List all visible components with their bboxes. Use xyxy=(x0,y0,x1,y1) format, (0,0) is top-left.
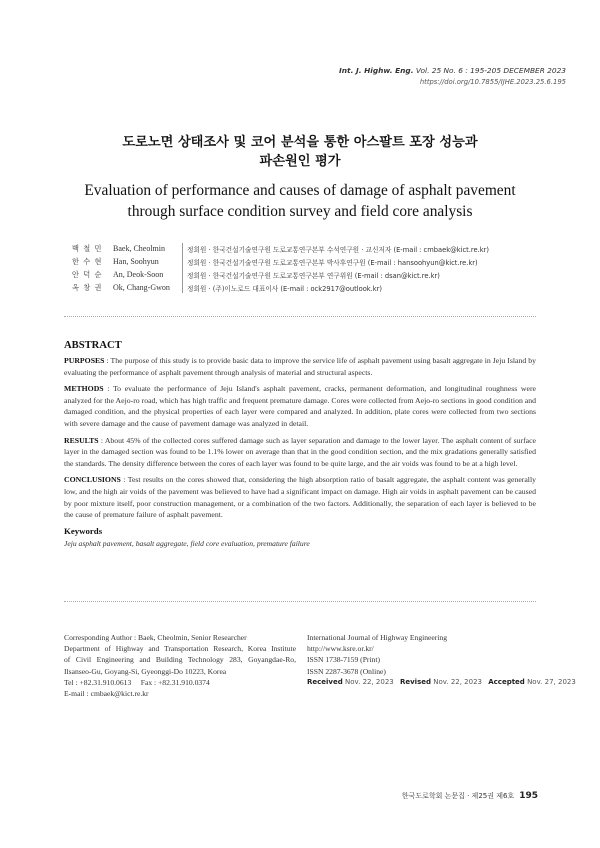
purposes-label: PURPOSES xyxy=(64,356,105,365)
korean-title-line-2: 파손원인 평가 xyxy=(259,154,341,169)
page-footer xyxy=(402,791,538,801)
page-number: 195 xyxy=(519,791,538,801)
submission-dates xyxy=(307,677,576,688)
footer-left-line: Corresponding Author : Baek, Cheolmin, Senior Researcher xyxy=(64,633,247,642)
doi-link[interactable]: https://doi.org/10.7855/IJHE.2023.25.6.195 xyxy=(419,78,566,86)
keywords-heading: Keywords xyxy=(64,525,103,536)
abstract-block xyxy=(64,340,536,549)
abstract-conclusions xyxy=(64,474,536,520)
abstract-results xyxy=(64,435,536,470)
korean-title xyxy=(0,133,600,171)
journal-korean-name: 한국도로학회 논문집 · 제25권 제6호 xyxy=(401,792,515,800)
revised-label: Revised xyxy=(399,677,432,686)
accepted-date: Nov. 27, 2023 xyxy=(527,677,576,686)
footer-right-line: International Journal of Highway Engineering xyxy=(307,633,448,642)
dotted-divider-top xyxy=(64,316,536,317)
author-name-en: Han, Soohyun xyxy=(113,257,159,266)
author-row xyxy=(72,255,489,268)
keywords-list: Jeju asphalt pavement, basalt aggregate, field core evaluation, premature failure xyxy=(64,538,310,548)
received-date: Nov. 22, 2023 xyxy=(345,677,394,686)
author-row xyxy=(72,268,489,281)
author-name-en: An, Deok-Soon xyxy=(113,270,164,279)
journal-header xyxy=(339,66,566,86)
footer-left-line: Department of Highway and Transportation Research, Korea Institute xyxy=(64,644,296,654)
author-name-ko: 옥 창 권 xyxy=(72,282,103,292)
accepted-label: Accepted xyxy=(488,677,525,686)
conclusions-label: CONCLUSIONS xyxy=(64,475,121,485)
footer-left-line: of Civil Engineering and Building Technology 283, Goyangdae-Ro, xyxy=(64,655,296,665)
journal-info-block xyxy=(307,632,576,688)
author-affiliation: 정회원 · 한국건설기술연구원 도로교통연구본부 수석연구원 · 교신저자 (E-mail : cmbaek@kict.re.kr) xyxy=(187,245,489,254)
abstract-purposes xyxy=(64,355,536,378)
conclusions-text: : Test results on the cores showed that, considering the high absorption ratio of basalt aggregate, the asphalt content was generally low, and the high air voids of the pavement was believed to have had a significant impact on damage. High air voids in asphalt pavement can be caused by poor mixture itself, poor construction management, or a combination of the two factors. Additionally, the separation of each layer is believed to be the cause of premature failure of asphalt pavement. xyxy=(64,475,536,520)
footer-right-line: ISSN 2287-3678 (Online) xyxy=(307,666,386,676)
abstract-methods xyxy=(64,383,536,429)
author-list xyxy=(72,242,489,294)
dotted-divider-bottom xyxy=(64,601,536,602)
methods-text: : To evaluate the performance of Jeju Island's asphalt pavement, cracks, permanent deformation, and longitudinal roughness were analyzed for the Aejo-ro road, which has high traffic and frequent premature damage. Cores were collected from Aejo-ro sections in good condition and damaged condition, and the physical properties of each layer were compared and analyzed. In addition, plate cores were collected from two sections with severe damage and the cause of pavement damage was analyzed in detail. xyxy=(64,384,536,428)
author-name-en: Baek, Cheolmin xyxy=(113,244,165,253)
english-title-line-1: Evaluation of performance and causes of damage of asphalt pavement xyxy=(84,182,516,199)
english-title xyxy=(0,180,600,222)
author-row xyxy=(72,242,489,255)
author-name-ko: 한 수 현 xyxy=(72,256,103,266)
korean-title-line-1: 도로노면 상태조사 및 코어 분석을 통한 아스팔트 포장 성능과 xyxy=(122,135,478,150)
english-title-line-2: through surface condition survey and field core analysis xyxy=(127,203,473,220)
author-row xyxy=(72,281,489,294)
author-name-ko: 안 덕 순 xyxy=(72,269,103,279)
corresponding-author-block xyxy=(64,632,296,699)
footer-left-line: E-mail : cmbaek@kict.re.kr xyxy=(64,689,149,699)
purposes-text: : The purpose of this study is to provide basic data to improve the service life of asphalt pavement using basalt aggregate in Jeju Island by evaluating the performance of asphalt pavement through analysis of material and structural aspects. xyxy=(64,356,536,377)
author-affiliation: 정회원 · (주)이노로드 대표이사 (E-mail : ock2917@outlook.kr) xyxy=(187,284,383,293)
methods-label: METHODS xyxy=(64,384,104,394)
author-affiliation: 정회원 · 한국건설기술연구원 도로교통연구본부 연구위원 (E-mail : dsan@kict.re.kr) xyxy=(187,271,440,280)
journal-url[interactable]: http://www.ksre.or.kr/ xyxy=(307,644,374,654)
author-affiliation: 정회원 · 한국건설기술연구원 도로교통연구본부 박사후연구원 (E-mail : hansoohyun@kict.re.kr) xyxy=(187,258,478,267)
footer-left-line: Ilsanseo-Gu, Goyang-Si, Gyeonggi-Do 10223, Korea xyxy=(64,666,227,676)
footer-right-line: ISSN 1738-7159 (Print) xyxy=(307,655,380,665)
author-name-ko: 백 철 민 xyxy=(72,243,103,253)
footer-left-line: Tel : +82.31.910.0613 Fax : +82.31.910.0374 xyxy=(64,677,210,687)
journal-name: Int. J. Highw. Eng. xyxy=(339,66,414,75)
abstract-heading: ABSTRACT xyxy=(64,340,122,351)
results-text: : About 45% of the collected cores suffered damage such as layer separation and damage to the lower layer. The asphalt content of surface layer in the damaged section was found to be 1.1% lower on average than that in the good condition section, and the mix gradations generally satisfied the standards. The density difference between the cores of each layer was found to be quite large, and the air voids was found to be at a high level. xyxy=(64,435,536,468)
author-name-en: Ok, Chang-Gwon xyxy=(113,283,170,292)
results-label: RESULTS xyxy=(64,435,99,445)
journal-volume: Vol. 25 No. 6 : 195-205 DECEMBER 2023 xyxy=(415,66,566,75)
revised-date: Nov. 22, 2023 xyxy=(433,677,482,686)
received-label: Received xyxy=(307,677,343,686)
